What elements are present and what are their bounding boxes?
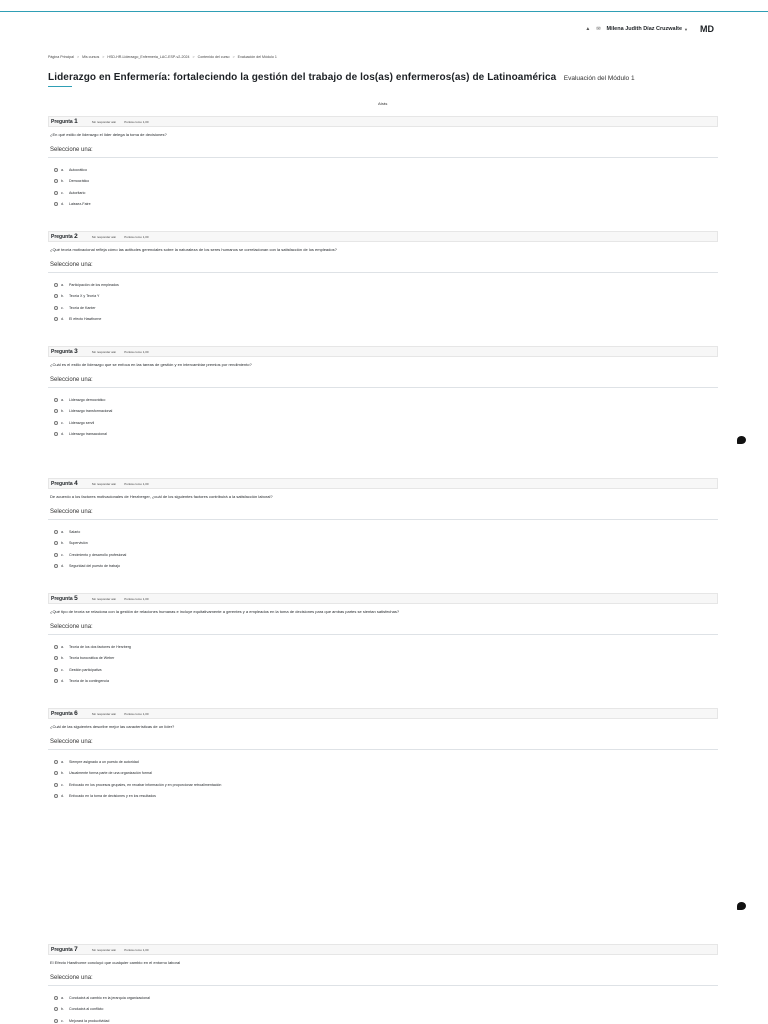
question-header: [48, 116, 718, 127]
question-prefix: Pregunta: [51, 596, 73, 602]
select-one-label: Seleccione una:: [50, 377, 93, 383]
option-letter: d.: [61, 202, 64, 207]
divider: [48, 519, 718, 520]
select-one-label: Seleccione una:: [50, 624, 93, 630]
answer-option[interactable]: [54, 549, 718, 561]
option-text: Usualmente forma parte de una organización formal: [69, 771, 152, 776]
option-letter: d.: [61, 794, 64, 799]
option-letter: c.: [61, 552, 64, 557]
radio-button[interactable]: [54, 783, 58, 787]
radio-button[interactable]: [54, 398, 58, 402]
question-label: [51, 480, 78, 487]
option-letter: a.: [61, 644, 64, 649]
radio-button[interactable]: [54, 191, 58, 195]
option-text: Autocrático: [69, 167, 87, 172]
radio-button[interactable]: [54, 645, 58, 649]
activity-subtitle: Evaluación del Módulo 1: [563, 75, 635, 82]
option-text: Autoritario: [69, 190, 86, 195]
question-points: Puntúa como 1,00: [124, 234, 149, 239]
divider: [48, 387, 718, 388]
question-card-4: [48, 478, 718, 572]
breadcrumb-item-my-courses[interactable]: Mis cursos: [82, 55, 100, 59]
option-text: Seguridad del puesto de trabajo: [69, 564, 120, 569]
option-text: Teoría de la contingencia: [69, 679, 109, 684]
question-text: De acuerdo a los factores motivacionales de Herzberger, ¿cuál de los siguientes factores contribuirá a la satisfacción laboral?: [50, 494, 273, 499]
breadcrumb-separator-icon: >: [192, 55, 195, 59]
option-letter: a.: [61, 397, 64, 402]
radio-button[interactable]: [54, 432, 58, 436]
chat-bubble-icon[interactable]: [737, 436, 746, 444]
divider: [48, 985, 718, 986]
option-letter: c.: [61, 782, 64, 787]
answer-options: [48, 164, 718, 210]
option-text: Gestión participativa: [69, 667, 102, 672]
course-title: Liderazgo en Enfermería: fortaleciendo la gestión del trabajo de los(as) enfermeros(as) de Latinoamérica: [48, 72, 557, 83]
breadcrumb-separator-icon: >: [232, 55, 235, 59]
option-text: Crecimiento y desarrollo profesional: [69, 552, 127, 557]
question-text: ¿Qué teoría motivacional refleja cómo las actitudes gerenciales sobre la naturaleza de los seres humanos se correlacionan con la satisfacción de los empleados?: [50, 247, 337, 252]
chevron-down-icon[interactable]: ▼: [684, 26, 688, 32]
radio-button[interactable]: [54, 409, 58, 413]
answer-options: [48, 756, 718, 802]
option-text: El efecto Hawthorne: [69, 317, 102, 322]
answer-options: [48, 394, 718, 440]
question-status: Sin responder aún: [91, 234, 117, 239]
question-number: 2: [74, 233, 78, 240]
question-status: Sin responder aún: [91, 349, 117, 354]
question-card-1: [48, 116, 718, 210]
title-underline: [48, 86, 72, 87]
select-one-label: Seleccione una:: [50, 739, 93, 745]
answer-options: [48, 279, 718, 325]
breadcrumb-item-course[interactable]: HSD-HR-Liderazgo_Enfermeria_LAC-ESP-v2-2024: [107, 55, 190, 59]
answer-option[interactable]: [54, 676, 718, 688]
radio-button[interactable]: [54, 1007, 58, 1011]
question-number: 3: [74, 348, 78, 355]
question-text: El Efecto Hawthorne concluyó que cualquier cambio en el entorno laboral: [50, 960, 181, 965]
question-points: Puntúa como 1,00: [124, 349, 149, 354]
question-label: [51, 118, 78, 125]
question-label: [51, 348, 78, 355]
option-letter: b.: [61, 179, 64, 184]
option-text: Liderazgo servil: [69, 420, 95, 425]
question-card-6: [48, 708, 718, 802]
option-letter: c.: [61, 190, 64, 195]
answer-option[interactable]: [54, 279, 718, 291]
question-prefix: Pregunta: [51, 711, 73, 717]
divider: [48, 272, 718, 273]
radio-button[interactable]: [54, 679, 58, 683]
page-title: [48, 67, 635, 85]
radio-button[interactable]: [54, 553, 58, 557]
answer-option[interactable]: [54, 992, 718, 1004]
radio-button[interactable]: [54, 656, 58, 660]
radio-button[interactable]: [54, 564, 58, 568]
answer-option[interactable]: [54, 1004, 718, 1016]
option-letter: a.: [61, 529, 64, 534]
radio-button[interactable]: [54, 996, 58, 1000]
option-text: Teoría X y Teoría Y: [69, 294, 100, 299]
select-one-label: Seleccione una:: [50, 509, 93, 515]
answer-options: [48, 641, 718, 687]
radio-button[interactable]: [54, 1019, 58, 1023]
breadcrumb-item-content[interactable]: Contenido del curso: [197, 55, 230, 59]
question-text: ¿Cuál es el estilo de liderazgo que se enfoca en las tareas de gestión y en intercambiar premios por rendimiento?: [50, 362, 252, 367]
top-accent-line: [0, 11, 768, 12]
question-points: Puntúa como 1,00: [124, 596, 149, 601]
divider: [48, 634, 718, 635]
option-text: Mejorará la productividad: [69, 1018, 110, 1023]
option-text: Siempre asignado a un puesto de autoridad: [69, 759, 139, 764]
messages-icon[interactable]: ✉: [596, 26, 601, 32]
question-number: 5: [74, 595, 78, 602]
select-one-label: Seleccione una:: [50, 147, 93, 153]
option-text: Liderazgo democrático: [69, 397, 106, 402]
radio-button[interactable]: [54, 202, 58, 206]
radio-button[interactable]: [54, 168, 58, 172]
notifications-icon[interactable]: ▲: [585, 26, 591, 32]
answer-option[interactable]: [54, 664, 718, 676]
radio-button[interactable]: [54, 317, 58, 321]
question-prefix: Pregunta: [51, 234, 73, 240]
question-status: Sin responder aún: [91, 481, 117, 486]
answer-option[interactable]: [54, 164, 718, 176]
question-label: [51, 946, 78, 953]
option-letter: c.: [61, 667, 64, 672]
question-card-7: [48, 944, 718, 1024]
answer-option[interactable]: [54, 756, 718, 768]
breadcrumb-separator-icon: >: [102, 55, 105, 59]
option-text: Salario: [69, 529, 81, 534]
user-menu[interactable]: [585, 24, 714, 34]
question-status: Sin responder aún: [91, 947, 117, 952]
question-number: 6: [74, 710, 78, 717]
answer-option[interactable]: [54, 1015, 718, 1024]
answer-option[interactable]: [54, 526, 718, 538]
option-letter: a.: [61, 282, 64, 287]
answer-options: [48, 526, 718, 572]
option-text: Teoría de Kanter: [69, 305, 96, 310]
option-letter: b.: [61, 541, 64, 546]
option-letter: b.: [61, 1007, 64, 1012]
question-prefix: Pregunta: [51, 119, 73, 125]
question-status: Sin responder aún: [91, 596, 117, 601]
option-letter: b.: [61, 294, 64, 299]
question-label: [51, 233, 78, 240]
question-prefix: Pregunta: [51, 947, 73, 953]
option-letter: b.: [61, 409, 64, 414]
chat-bubble-icon[interactable]: [737, 902, 746, 910]
option-letter: a.: [61, 759, 64, 764]
user-name[interactable]: Milena Judith Díaz Cruzwalte: [606, 26, 683, 32]
question-text: ¿En qué estilo de liderazgo el líder delega la toma de decisiones?: [50, 132, 167, 137]
select-one-label: Seleccione una:: [50, 975, 93, 981]
question-status: Sin responder aún: [91, 119, 117, 124]
option-letter: c.: [61, 305, 64, 310]
option-letter: d.: [61, 317, 64, 322]
question-label: [51, 595, 78, 602]
option-text: Enfocado en los procesos grupales, en recabar información y en proporcionar retroalimentación: [69, 782, 222, 787]
question-header: [48, 478, 718, 489]
question-prefix: Pregunta: [51, 349, 73, 355]
option-letter: a.: [61, 167, 64, 172]
answer-option[interactable]: [54, 791, 718, 803]
answer-option[interactable]: [54, 641, 718, 653]
option-text: Supervisión: [69, 541, 88, 546]
breadcrumb: [48, 55, 277, 59]
option-letter: b.: [61, 656, 64, 661]
radio-button[interactable]: [54, 283, 58, 287]
option-text: Participación de los empleados: [69, 282, 119, 287]
radio-button[interactable]: [54, 179, 58, 183]
question-card-5: [48, 593, 718, 687]
select-one-label: Seleccione una:: [50, 262, 93, 268]
answer-option[interactable]: [54, 394, 718, 406]
question-points: Puntúa como 1,00: [124, 947, 149, 952]
option-letter: c.: [61, 1018, 64, 1023]
answer-option[interactable]: [54, 199, 718, 211]
option-letter: b.: [61, 771, 64, 776]
option-text: Democrático: [69, 179, 90, 184]
option-letter: c.: [61, 420, 64, 425]
radio-button[interactable]: [54, 294, 58, 298]
answer-option[interactable]: [54, 779, 718, 791]
question-prefix: Pregunta: [51, 481, 73, 487]
option-text: Laissez-Faire: [69, 202, 91, 207]
avatar[interactable]: MD: [700, 24, 714, 34]
question-header: [48, 231, 718, 242]
answer-option[interactable]: [54, 302, 718, 314]
question-number: 4: [74, 480, 78, 487]
question-header: [48, 708, 718, 719]
answer-option[interactable]: [54, 768, 718, 780]
answer-option[interactable]: [54, 291, 718, 303]
breadcrumb-item-evaluation[interactable]: Evaluación del Módulo 1: [237, 55, 277, 59]
answer-option[interactable]: [54, 429, 718, 441]
answer-option[interactable]: [54, 176, 718, 188]
question-card-3: [48, 346, 718, 440]
divider: [48, 749, 718, 750]
answer-option[interactable]: [54, 417, 718, 429]
option-text: Liderazgo transaccional: [69, 432, 107, 437]
breadcrumb-separator-icon: >: [76, 55, 80, 59]
divider: [48, 157, 718, 158]
answer-option[interactable]: [54, 187, 718, 199]
question-header: [48, 346, 718, 357]
question-points: Puntúa como 1,00: [124, 119, 149, 124]
answer-options: [48, 992, 718, 1024]
question-points: Puntúa como 1,00: [124, 711, 149, 716]
answer-option[interactable]: [54, 406, 718, 418]
radio-button[interactable]: [54, 421, 58, 425]
answer-option[interactable]: [54, 561, 718, 573]
radio-button[interactable]: [54, 794, 58, 798]
question-number: 1: [74, 118, 78, 125]
back-link[interactable]: Atrás: [378, 101, 388, 106]
question-points: Puntúa como 1,00: [124, 481, 149, 486]
radio-button[interactable]: [54, 530, 58, 534]
question-status: Sin responder aún: [91, 711, 117, 716]
option-text: Teoría burocrática de Weber: [69, 656, 115, 661]
option-letter: d.: [61, 432, 64, 437]
question-text: ¿Cuál de las siguientes describe mejor las características de un líder?: [50, 724, 175, 729]
option-text: Conducirá al cambio en la jerarquía organizacional: [69, 995, 150, 1000]
question-header: [48, 944, 718, 955]
option-text: Liderazgo transformacional: [69, 409, 113, 414]
radio-button[interactable]: [54, 541, 58, 545]
radio-button[interactable]: [54, 771, 58, 775]
question-header: [48, 593, 718, 604]
radio-button[interactable]: [54, 760, 58, 764]
breadcrumb-item-home[interactable]: Página Principal: [48, 55, 74, 59]
answer-option[interactable]: [54, 653, 718, 665]
answer-option[interactable]: [54, 314, 718, 326]
answer-option[interactable]: [54, 538, 718, 550]
option-letter: d.: [61, 679, 64, 684]
question-number: 7: [74, 946, 78, 953]
radio-button[interactable]: [54, 668, 58, 672]
option-text: Teoría de los dos factores de Herzberg: [69, 644, 131, 649]
radio-button[interactable]: [54, 306, 58, 310]
question-label: [51, 710, 78, 717]
option-letter: d.: [61, 564, 64, 569]
option-text: Enfocado en la toma de decisiones y en los resultados: [69, 794, 156, 799]
question-text: ¿Qué tipo de teoría se relaciona con la gestión de relaciones humanas e incluye equitativamente a gerentes y a empleados en la toma de decisiones para que ambas partes se sientan satisfechas?: [50, 609, 400, 614]
option-letter: a.: [61, 995, 64, 1000]
option-text: Conducirá al conflicto: [69, 1007, 104, 1012]
question-card-2: [48, 231, 718, 325]
